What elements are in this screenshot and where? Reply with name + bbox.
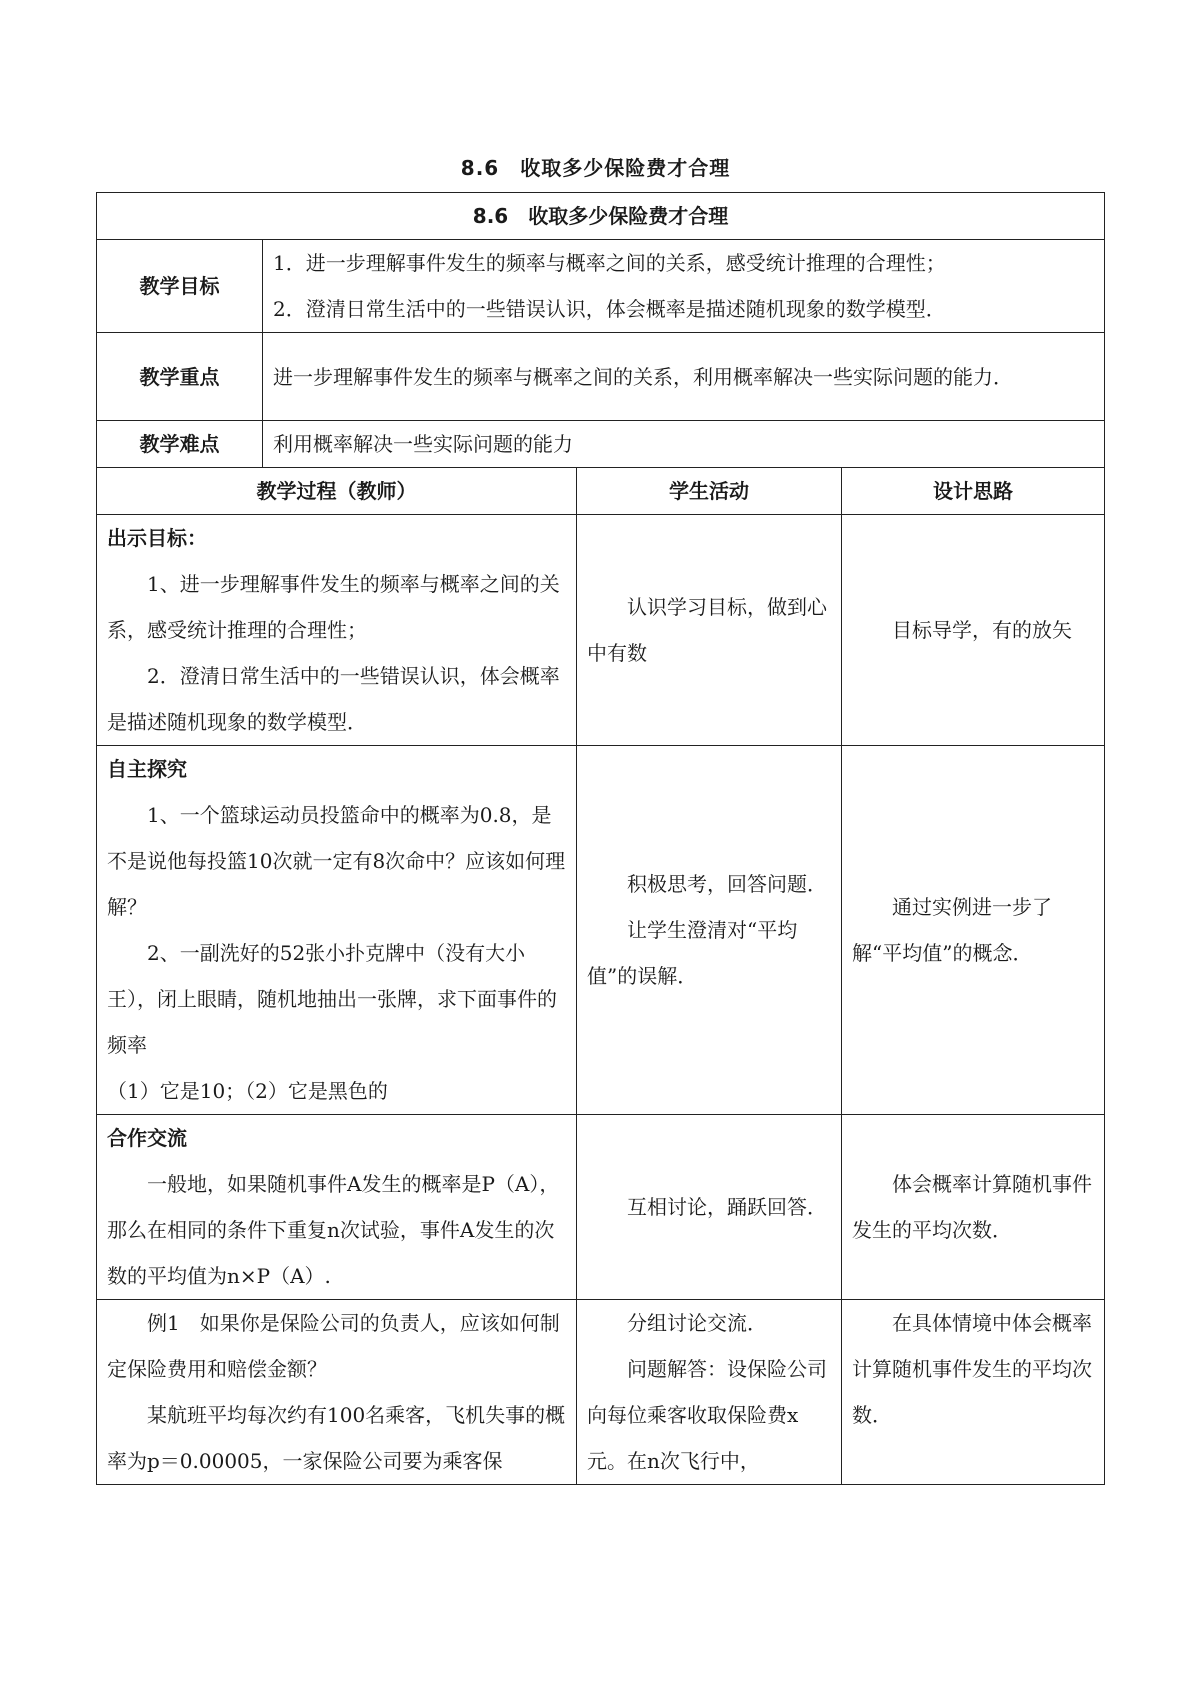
paragraph: 通过实例进一步了解“平均值”的概念． [852, 895, 1052, 965]
section-heading: 自主探究 [107, 757, 187, 781]
lesson-plan-table [96, 192, 1105, 1485]
design-cell-objectives [842, 515, 1105, 746]
table-header-title: 8.6 收取多少保险费才合理 [97, 193, 1105, 240]
difficulty-label: 教学难点 [97, 421, 263, 468]
paragraph: 让学生澄清对“平均值”的误解． [587, 918, 798, 988]
paragraph: 2、一副洗好的52张小扑克牌中（没有大小王），闭上眼睛，随机地抽出一张牌，求下面事件的频率 [107, 941, 557, 1057]
paragraph: 积极思考，回答问题． [627, 872, 827, 896]
paragraph: 1、一个篮球运动员投篮命中的概率为0.8，是不是说他每投篮10次就一定有8次命中？应该如何理解？ [107, 803, 566, 919]
section-heading: 合作交流 [107, 1126, 187, 1150]
paragraph: 目标导学，有的放矢 [892, 618, 1072, 642]
teacher-cell-collab [97, 1115, 577, 1300]
teacher-cell-objectives [97, 515, 577, 746]
student-cell-collab [577, 1115, 842, 1300]
column-header-teacher: 教学过程（教师） [97, 468, 577, 515]
design-cell-explore [842, 746, 1105, 1115]
section-heading: 出示目标： [107, 526, 207, 550]
key-points-label: 教学重点 [97, 333, 263, 421]
student-cell-objectives [577, 515, 842, 746]
column-header-student: 学生活动 [577, 468, 842, 515]
design-cell-collab [842, 1115, 1105, 1300]
column-header-design: 设计思路 [842, 468, 1105, 515]
paragraph: 互相讨论，踊跃回答． [627, 1195, 827, 1219]
paragraph: 在具体情境中体会概率计算随机事件发生的平均次数． [852, 1311, 1092, 1427]
paragraph: 例1 如果你是保险公司的负责人，应该如何制定保险费用和赔偿金额？ [107, 1311, 560, 1381]
goals-content [263, 240, 1105, 333]
paragraph: 认识学习目标，做到心中有数 [587, 595, 827, 665]
paragraph: （1）它是10；（2）它是黑色的 [107, 1079, 388, 1103]
difficulty-text: 利用概率解决一些实际问题的能力 [263, 421, 1105, 468]
paragraph: 2．澄清日常生活中的一些错误认识，体会概率是描述随机现象的数学模型． [107, 664, 560, 734]
paragraph: 问题解答：设保险公司向每位乘客收取保险费x元。在n次飞行中， [587, 1357, 827, 1473]
paragraph: 一般地，如果随机事件A发生的概率是P（A），那么在相同的条件下重复n次试验，事件A发生的次数的平均值为n×P（A）. [107, 1172, 560, 1288]
key-points-text: 进一步理解事件发生的频率与概率之间的关系，利用概率解决一些实际问题的能力． [263, 333, 1105, 421]
design-cell-example [842, 1300, 1105, 1485]
paragraph: 1、进一步理解事件发生的频率与概率之间的关系，感受统计推理的合理性； [107, 572, 560, 642]
document-title: 8.6 收取多少保险费才合理 [460, 156, 731, 180]
goals-label: 教学目标 [97, 240, 263, 333]
paragraph: 某航班平均每次约有100名乘客，飞机失事的概率为p＝0.00005，一家保险公司要为乘客保 [107, 1403, 566, 1473]
student-cell-example [577, 1300, 842, 1485]
teacher-cell-explore [97, 746, 577, 1115]
teacher-cell-example [97, 1300, 577, 1485]
paragraph: 分组讨论交流． [627, 1311, 767, 1335]
goal-line-1: 1．进一步理解事件发生的频率与概率之间的关系，感受统计推理的合理性； [273, 251, 946, 275]
paragraph: 体会概率计算随机事件发生的平均次数． [852, 1172, 1092, 1242]
goal-line-2: 2．澄清日常生活中的一些错误认识，体会概率是描述随机现象的数学模型． [273, 297, 946, 321]
student-cell-explore [577, 746, 842, 1115]
